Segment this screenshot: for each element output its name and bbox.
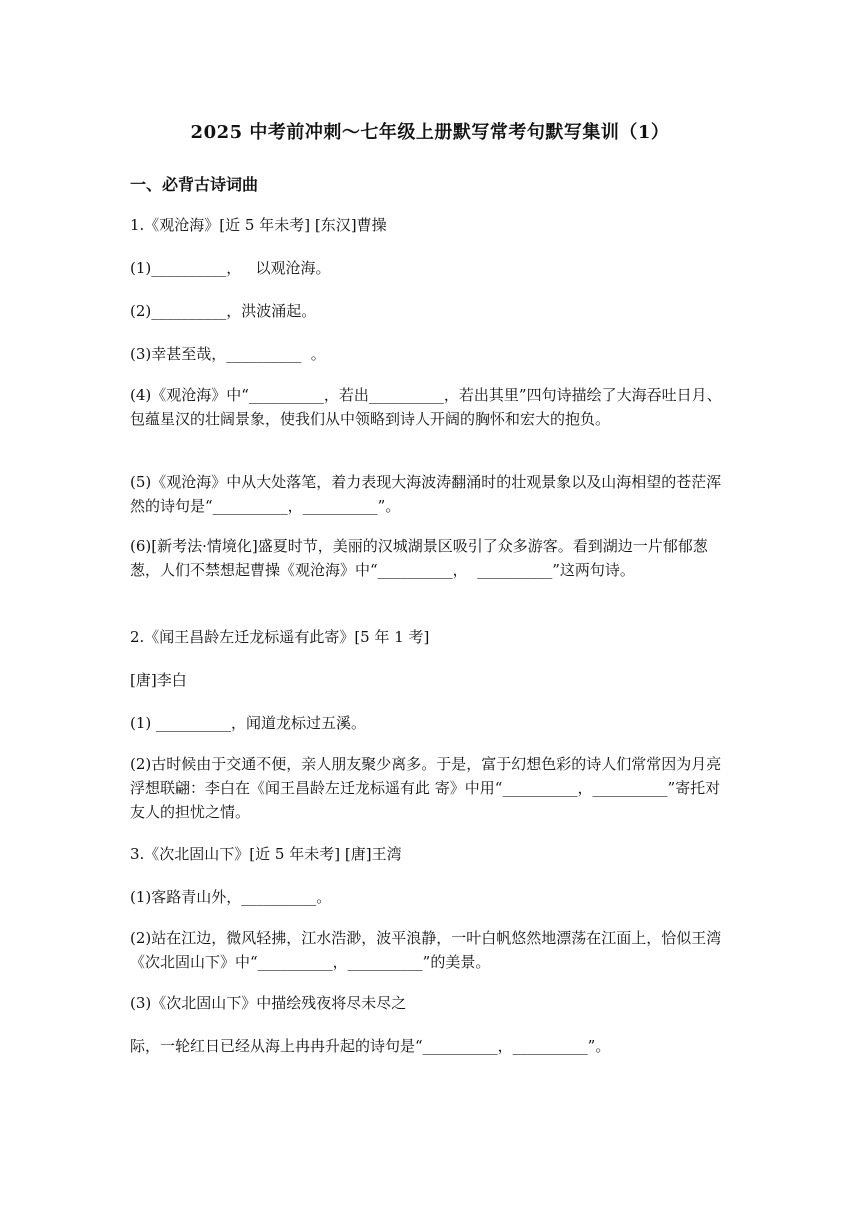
question-1-3: (3)幸甚至哉，__________ 。 <box>130 345 326 363</box>
poem-heading-1: 1.《观沧海》[近 5 年未考] [东汉]曹操 <box>130 216 387 234</box>
question-2-2: (2)古时候由于交通不便，亲人朋友聚少离多。于是，富于幻想色彩的诗人们常常因为月亮浮想联翩：李白在《闻王昌龄左迁龙标遥有此 寄》中用“__________，__________”寄托对友人的担忧之情。 <box>130 755 722 821</box>
question-1-6: (6)[新考法·情境化]盛夏时节，美丽的汉城湖景区吸引了众多游客。看到湖边一片郁郁葱葱，人们不禁想起曹操《观沧海》中“__________， __________”这两句诗。 <box>130 537 708 579</box>
poem-heading-2: 2.《闻王昌龄左迁龙标遥有此寄》[5 年 1 考] <box>130 628 430 646</box>
poem-author-2: [唐]李白 <box>130 671 187 689</box>
question-3-2: (2)站在江边，微风轻拂，江水浩渺，波平浪静，一叶白帆悠然地漂荡在江面上，恰似王湾《次北固山下》中“__________，__________”的美景。 <box>130 929 722 971</box>
poem-heading-3: 3.《次北固山下》[近 5 年未考] [唐]王湾 <box>130 845 402 863</box>
question-1-2: (2)__________，洪波涌起。 <box>130 302 317 320</box>
question-3-3: (3)《次北固山下》中描绘残夜将尽未尽之 <box>130 994 407 1012</box>
question-3-3-continued: 际，一轮红日已经从海上冉冉升起的诗句是“__________，__________”。 <box>130 1037 611 1055</box>
question-3-1: (1)客路青山外，__________。 <box>130 888 332 906</box>
section-heading: 一、必背古诗词曲 <box>130 175 259 194</box>
question-1-5: (5)《观沧海》中从大处落笔，着力表现大海波涛翻涌时的壮观景象以及山海相望的苍茫浑然的诗句是“__________，__________”。 <box>130 473 722 515</box>
question-2-1: (1) __________，闻道龙标过五溪。 <box>130 714 367 732</box>
question-1-4: (4)《观沧海》中“__________，若出__________，若出其里”四句诗描绘了大海吞吐日月、包蕴星汉的壮阔景象，使我们从中领略到诗人开阔的胸怀和宏大的抱负。 <box>130 386 722 428</box>
page-title: 2025 中考前冲刺～七年级上册默写常考句默写集训（1） <box>190 122 670 143</box>
question-1-1: (1)__________， 以观沧海。 <box>130 259 331 277</box>
